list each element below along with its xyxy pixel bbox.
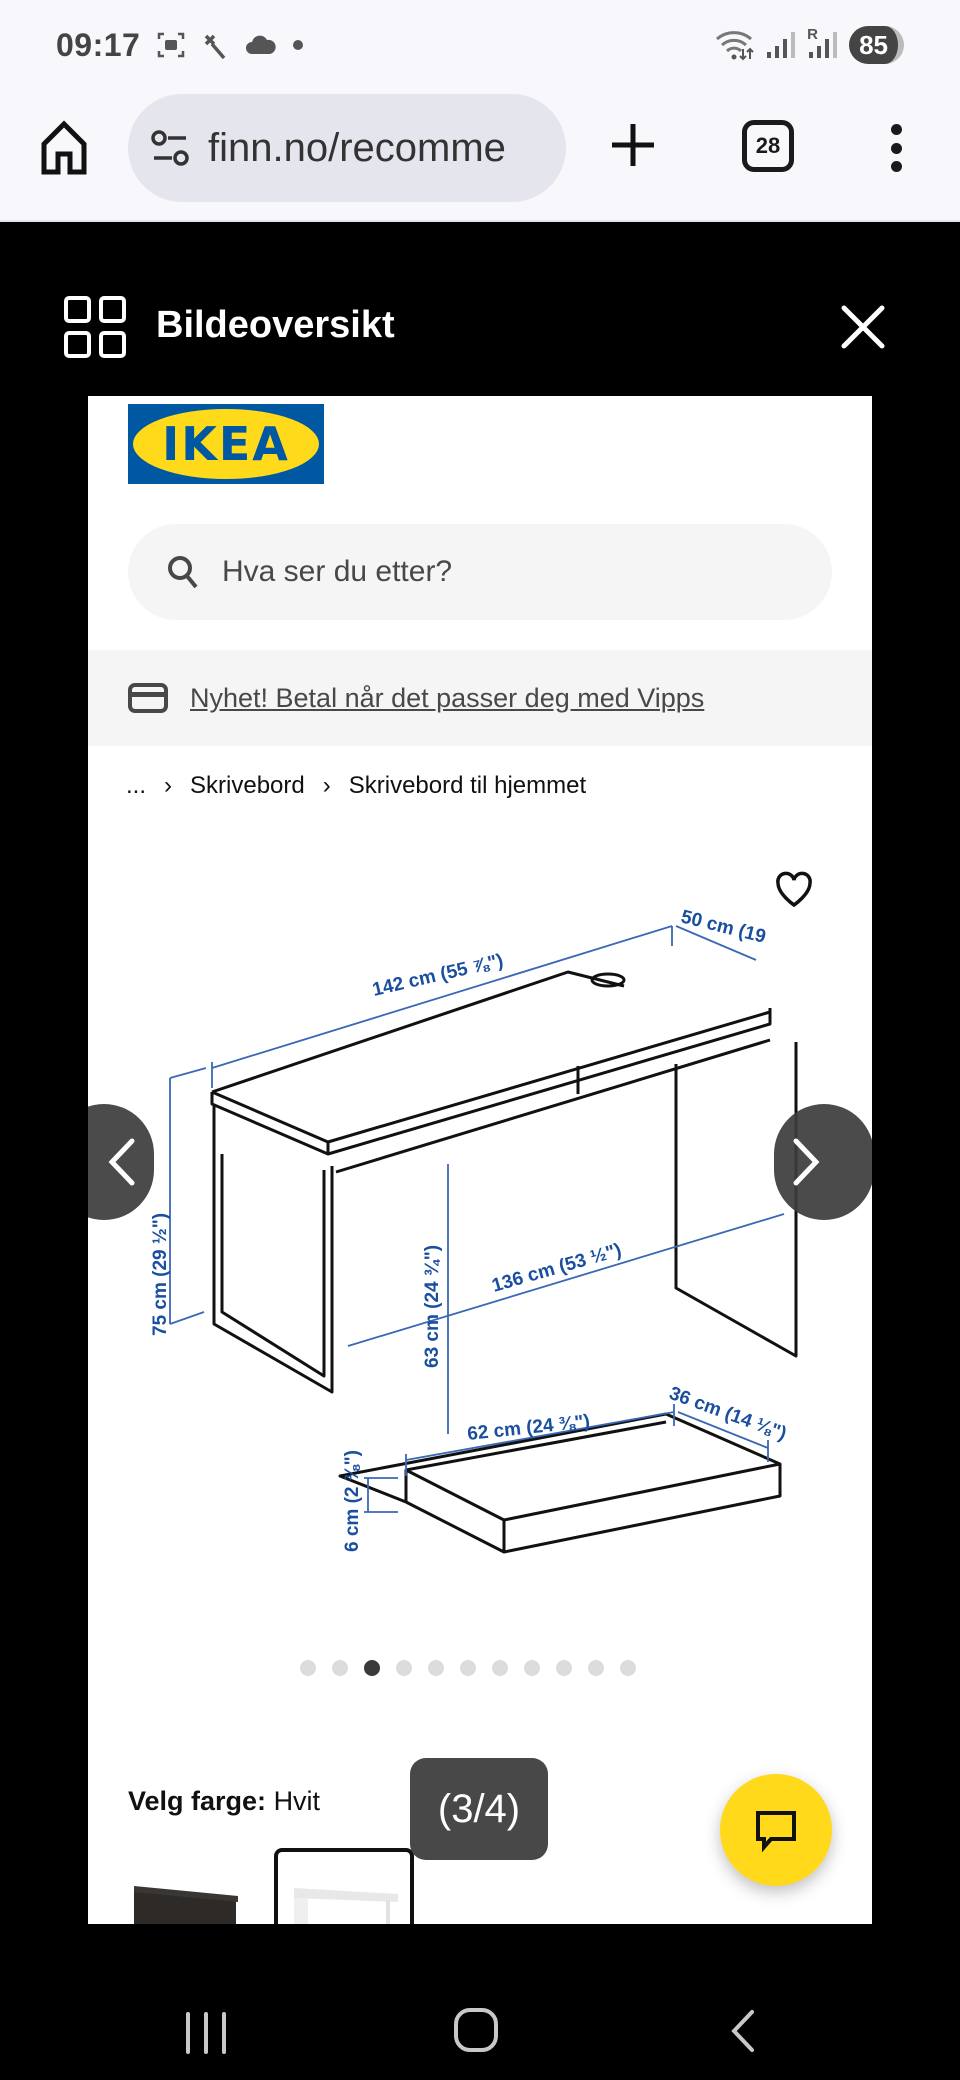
listing-image[interactable]: [88, 396, 872, 1924]
carousel-dot[interactable]: [396, 1660, 412, 1676]
signal-icon: [765, 30, 799, 60]
screenshot-icon: [156, 30, 186, 60]
recent-apps-icon[interactable]: [186, 2012, 226, 2054]
chevron-right-icon: ›: [322, 772, 331, 799]
new-tab-icon[interactable]: [608, 120, 658, 170]
color-select-label: [128, 1786, 320, 1817]
color-swatch-white-selected: [274, 1848, 414, 1924]
home-nav-icon[interactable]: [454, 2008, 498, 2052]
search-placeholder: Hva ser du etter?: [222, 555, 453, 588]
dot-icon: [292, 39, 304, 51]
vipps-banner: [88, 650, 872, 746]
color-swatch-dark: [128, 1846, 268, 1924]
wifi-icon: [713, 27, 757, 63]
breadcrumb-item: ...: [126, 772, 147, 799]
cloud-icon: [244, 32, 278, 58]
color-select-heading: Velg farge:: [128, 1786, 267, 1816]
carousel-dot[interactable]: [556, 1660, 572, 1676]
ikea-search-bar: [128, 524, 832, 620]
back-icon[interactable]: [728, 2008, 758, 2054]
chevron-right-icon: ›: [164, 772, 173, 799]
next-image-button[interactable]: [774, 1104, 872, 1220]
tab-switcher-button[interactable]: 28: [742, 120, 794, 172]
carousel-dot[interactable]: [588, 1660, 604, 1676]
status-time: 09:17: [56, 26, 141, 63]
ikea-logo-text: IKEA: [133, 409, 319, 479]
carousel-dot-active[interactable]: [364, 1660, 380, 1676]
carousel-dots: [88, 1660, 872, 1676]
chat-icon: [753, 1807, 799, 1853]
address-bar[interactable]: [128, 94, 566, 202]
dim-inner-width: 136 cm (53 ½"): [489, 1239, 624, 1297]
image-counter: (3/4): [410, 1758, 548, 1860]
roaming-signal-icon: [807, 26, 841, 60]
breadcrumb: [126, 772, 586, 800]
dim-drawer-width: 62 cm (24 ⅜"): [466, 1411, 591, 1445]
carousel-dot[interactable]: [332, 1660, 348, 1676]
carousel-dot[interactable]: [300, 1660, 316, 1676]
url-text[interactable]: finn.no/recomme: [208, 125, 506, 170]
favorite-heart-icon[interactable]: [774, 870, 814, 910]
tools-icon: [200, 30, 230, 60]
carousel-dot[interactable]: [460, 1660, 476, 1676]
home-icon[interactable]: [40, 120, 88, 176]
notification-icons: [156, 30, 304, 60]
credit-card-icon: [128, 682, 168, 714]
battery-indicator: 85: [849, 26, 904, 64]
site-settings-icon[interactable]: [150, 130, 190, 166]
close-icon[interactable]: [838, 302, 888, 352]
dimension-diagram: [88, 836, 872, 1596]
dim-leg-clearance: 63 cm (24 ¾"): [422, 1244, 443, 1368]
breadcrumb-item: Skrivebord til hjemmet: [348, 772, 587, 799]
system-navigation-bar: [0, 1924, 960, 2080]
status-bar: [0, 0, 960, 90]
grid-overview-icon[interactable]: [64, 296, 126, 358]
search-icon: [166, 554, 200, 590]
dim-desk-depth: 50 cm (19: [678, 906, 768, 948]
ikea-logo: [128, 404, 324, 484]
carousel-dot[interactable]: [428, 1660, 444, 1676]
breadcrumb-item: Skrivebord: [190, 772, 305, 799]
dim-desk-height: 75 cm (29 ½"): [150, 1212, 171, 1336]
roaming-label: R: [807, 26, 818, 43]
carousel-dot[interactable]: [492, 1660, 508, 1676]
browser-toolbar: [0, 90, 960, 222]
carousel-dot[interactable]: [620, 1660, 636, 1676]
viewer-title: Bildeoversikt: [156, 304, 395, 346]
image-viewer-header: [0, 224, 960, 394]
carousel-dot[interactable]: [524, 1660, 540, 1676]
vipps-banner-link: Nyhet! Betal når det passer deg med Vipps: [190, 682, 705, 713]
chat-button[interactable]: [720, 1774, 832, 1886]
dim-desk-width: 142 cm (55 ⅞"): [370, 950, 506, 1001]
more-menu-icon[interactable]: [884, 124, 908, 172]
dim-drawer-depth: 36 cm (14 ⅛"): [666, 1382, 790, 1445]
chevron-right-icon: [790, 1137, 822, 1187]
color-select-value: Hvit: [273, 1786, 321, 1816]
dim-drawer-height: 6 cm (2 ⅜"): [342, 1450, 363, 1552]
chevron-left-icon: [106, 1137, 138, 1187]
